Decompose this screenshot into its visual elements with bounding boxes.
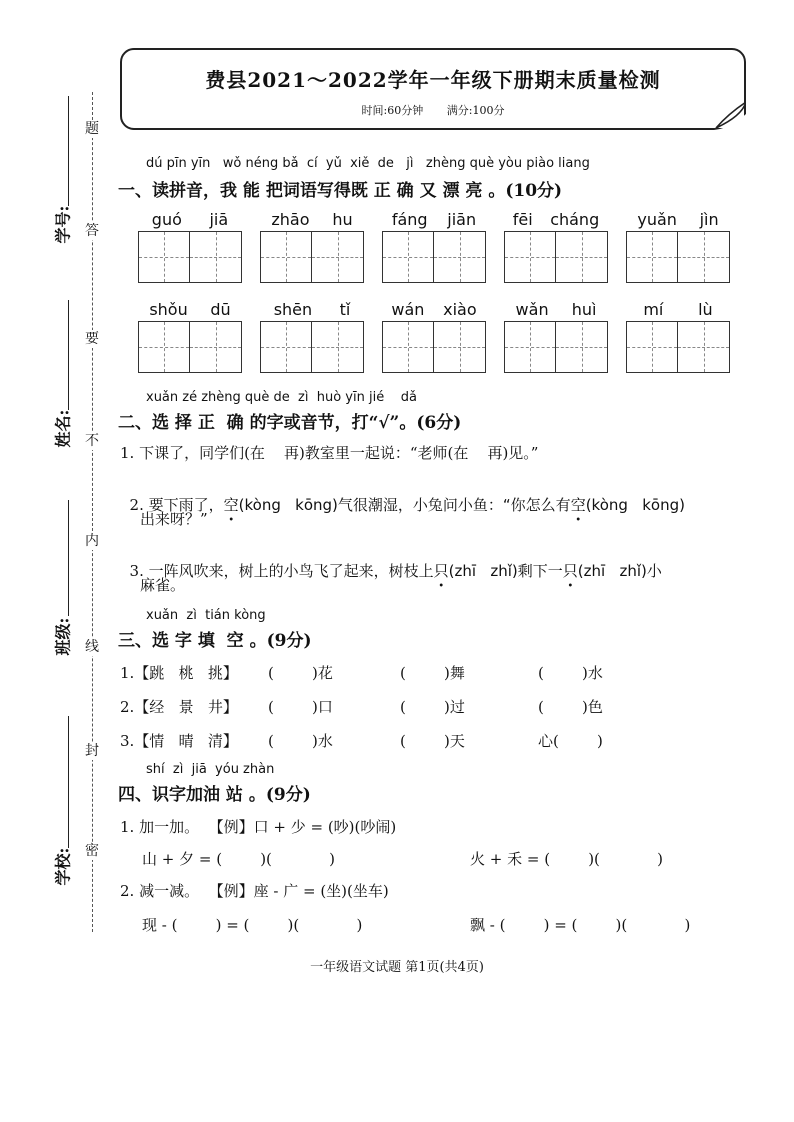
word-item: wǎn huì — [504, 300, 608, 373]
writing-box[interactable] — [626, 321, 678, 373]
binding-line — [92, 92, 93, 932]
q3-pinyin: xuǎn zì tián kòng — [146, 608, 266, 623]
time-limit: 时间:60分钟 — [361, 104, 424, 117]
q3-row1-blank-b[interactable]: ( )舞 — [400, 664, 465, 682]
class-line[interactable] — [68, 500, 69, 616]
writing-box[interactable] — [556, 321, 608, 373]
word-item: shǒu dū — [138, 300, 242, 373]
word-item: guó jiā — [138, 210, 242, 283]
word-item: fēi cháng — [504, 210, 608, 283]
writing-box[interactable] — [190, 231, 242, 283]
word-item: wán xiào — [382, 300, 486, 373]
q3-row3-blank-a[interactable]: ( )水 — [268, 732, 333, 750]
writing-box[interactable] — [434, 231, 486, 283]
q3-row2-blank-b[interactable]: ( )过 — [400, 698, 465, 716]
q2-item3-cont: 麻雀。 — [140, 576, 186, 594]
word-item: shēn tǐ — [260, 300, 364, 373]
q3-row3-blank-b[interactable]: ( )天 — [400, 732, 465, 750]
binding-char: 不 — [85, 433, 99, 449]
q4-pinyin: shí zì jiā yóu zhàn — [146, 762, 275, 777]
q4-item1-blank-b[interactable]: 火 + 禾 = ( )( ) — [470, 850, 663, 868]
binding-char: 密 — [85, 843, 99, 859]
binding-char: 内 — [85, 533, 99, 549]
writing-box[interactable] — [138, 231, 190, 283]
q3-row2-options: 2.【经 景 井】 — [120, 698, 238, 716]
binding-char: 线 — [85, 639, 99, 655]
writing-box[interactable] — [626, 231, 678, 283]
word-item: mí lù — [626, 300, 730, 373]
q3-row2-blank-a[interactable]: ( )口 — [268, 698, 333, 716]
writing-box[interactable] — [434, 321, 486, 373]
q3-row3-options: 3.【情 晴 清】 — [120, 732, 238, 750]
writing-box[interactable] — [382, 321, 434, 373]
q3-row2-blank-c[interactable]: ( )色 — [538, 698, 603, 716]
writing-box[interactable] — [138, 321, 190, 373]
writing-box[interactable] — [504, 321, 556, 373]
school-line[interactable] — [68, 716, 69, 848]
q2-heading: 二、选 择 正 确 的字或音节，打“√”。(6分) — [118, 413, 462, 433]
writing-box[interactable] — [260, 231, 312, 283]
writing-box[interactable] — [504, 231, 556, 283]
q1-row1 — [138, 210, 738, 283]
full-score: 满分:100分 — [446, 104, 505, 117]
name-label: 姓名: — [53, 409, 73, 448]
q4-item2: 2. 减一减。 【例】座 - 广 = (坐)(坐车) — [120, 882, 389, 900]
exam-info — [122, 102, 744, 118]
writing-box[interactable] — [312, 231, 364, 283]
name-line[interactable] — [68, 300, 69, 410]
title-banner — [120, 48, 746, 130]
writing-box[interactable] — [312, 321, 364, 373]
word-item: zhāo hu — [260, 210, 364, 283]
exam-title: 费县2021～2022学年一年级下册期末质量检测 — [205, 68, 661, 92]
writing-box[interactable] — [556, 231, 608, 283]
class-label: 班级: — [53, 617, 73, 656]
writing-box[interactable] — [260, 321, 312, 373]
school-label: 学校: — [53, 847, 73, 886]
q4-item2-blank-a[interactable]: 现 - ( ) = ( )( ) — [142, 916, 363, 934]
binding-char: 封 — [85, 743, 99, 759]
q2-pinyin: xuǎn zé zhèng què de zì huò yīn jié dǎ — [146, 390, 417, 405]
q3-row3-blank-c[interactable]: 心( ) — [538, 732, 603, 750]
page-footer: 一年级语文试题 第1页(共4页) — [310, 960, 484, 975]
q1-pinyin: dú pīn yīn wǒ néng bǎ cí yǔ xiě de jì zhèng què yòu piào liang — [146, 156, 590, 171]
q3-row1-options: 1.【跳 桃 挑】 — [120, 664, 238, 682]
q1-heading: 一、读拼音，我 能 把词语写得既 正 确 又 漂 亮 。(10分) — [118, 181, 563, 201]
q2-item1[interactable]: 1. 下课了，同学们(在 再)教室里一起说：“老师(在 再)见。” — [120, 444, 539, 462]
word-item: yuǎn jìn — [626, 210, 730, 283]
q1-row2 — [138, 300, 738, 373]
q2-item2[interactable]: 2. 要下雨了，空(kòng kōng)气很潮湿，小兔问小鱼：“你怎么有空(kòng kōng) — [129, 496, 685, 514]
q4-item2-blank-b[interactable]: 飘 - ( ) = ( )( ) — [470, 916, 691, 934]
q4-heading: 四、识字加油 站 。(9分) — [118, 785, 311, 805]
q2-item3[interactable]: 3. 一阵风吹来，树上的小鸟飞了起来，树枝上只(zhī zhǐ)剩下一只(zhī zhǐ)小 — [129, 562, 662, 580]
writing-box[interactable] — [678, 231, 730, 283]
q4-item1: 1. 加一加。 【例】口 + 少 = (吵)(吵闹) — [120, 818, 397, 836]
q3-row1-blank-a[interactable]: ( )花 — [268, 664, 333, 682]
page-curl-icon — [712, 100, 746, 130]
student-id-line[interactable] — [68, 96, 69, 206]
writing-box[interactable] — [678, 321, 730, 373]
binding-char: 答 — [85, 223, 99, 239]
q3-row1-blank-c[interactable]: ( )水 — [538, 664, 603, 682]
writing-box[interactable] — [190, 321, 242, 373]
binding-char: 要 — [85, 331, 99, 347]
word-item: fáng jiān — [382, 210, 486, 283]
binding-char: 题 — [85, 121, 99, 137]
student-id-label: 学号: — [53, 205, 73, 244]
q2-item2-cont: 出来呀？” — [140, 510, 208, 528]
q3-heading: 三、选 字 填 空 。(9分) — [118, 631, 312, 651]
writing-box[interactable] — [382, 231, 434, 283]
q4-item1-blank-a[interactable]: 山 + 夕 = ( )( ) — [142, 850, 335, 868]
